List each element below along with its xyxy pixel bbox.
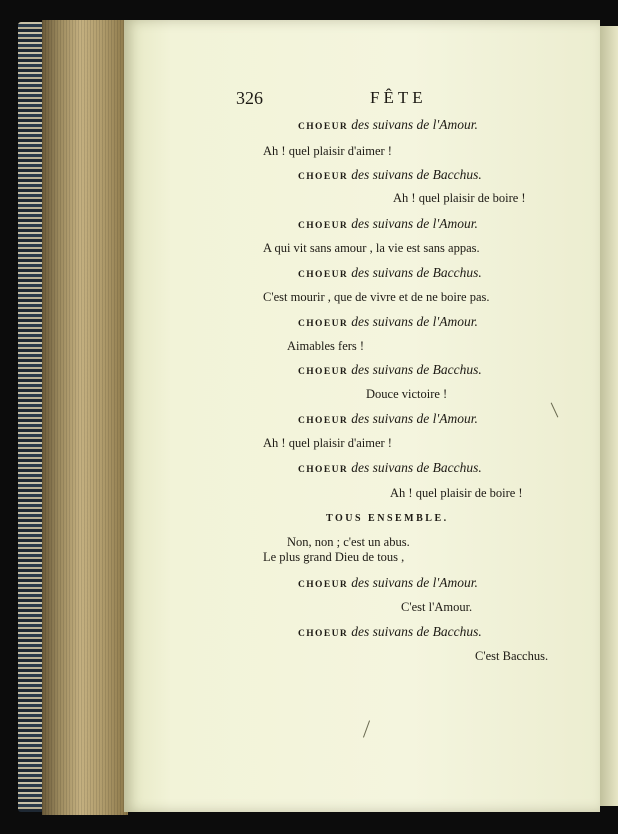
chorus-line: CHOEUR des suivans de l'Amour. <box>298 575 478 590</box>
chorus-line: CHOEUR des suivans de Bacchus. <box>298 167 482 182</box>
page-edges <box>42 20 128 815</box>
verse-line: Ah ! quel plaisir d'aimer ! <box>263 144 392 158</box>
section-heading: TOUS ENSEMBLE. <box>326 513 449 524</box>
chorus-line: CHOEUR des suivans de l'Amour. <box>298 117 478 132</box>
verse-line: Aimables fers ! <box>287 339 365 353</box>
verse-line: Le plus grand Dieu de tous , <box>263 550 405 564</box>
book-spine <box>18 22 44 812</box>
chorus-line: CHOEUR des suivans de l'Amour. <box>298 314 478 329</box>
verse-line: A qui vit sans amour , la vie est sans appas. <box>263 241 480 255</box>
page-number: 326 <box>236 88 263 108</box>
facing-page-edge <box>598 26 618 806</box>
verse-line: C'est Bacchus. <box>475 649 549 663</box>
verse-line: Douce victoire ! <box>366 387 448 401</box>
verse-line: Ah ! quel plaisir d'aimer ! <box>263 436 392 450</box>
chorus-line: CHOEUR des suivans de Bacchus. <box>298 265 482 280</box>
chorus-line: CHOEUR des suivans de Bacchus. <box>298 624 482 639</box>
verse-line: C'est mourir , que de vivre et de ne boire pas. <box>263 290 490 304</box>
chorus-line: CHOEUR des suivans de Bacchus. <box>298 460 482 475</box>
running-head: FÊTE <box>370 88 427 107</box>
verse-line: Ah ! quel plaisir de boire ! <box>393 191 526 205</box>
verse-line: C'est l'Amour. <box>401 600 473 614</box>
verse-line: Non, non ; c'est un abus. <box>287 535 410 549</box>
chorus-line: CHOEUR des suivans de Bacchus. <box>298 362 482 377</box>
chorus-line: CHOEUR des suivans de l'Amour. <box>298 216 478 231</box>
verse-line: Ah ! quel plaisir de boire ! <box>390 486 523 500</box>
chorus-line: CHOEUR des suivans de l'Amour. <box>298 411 478 426</box>
